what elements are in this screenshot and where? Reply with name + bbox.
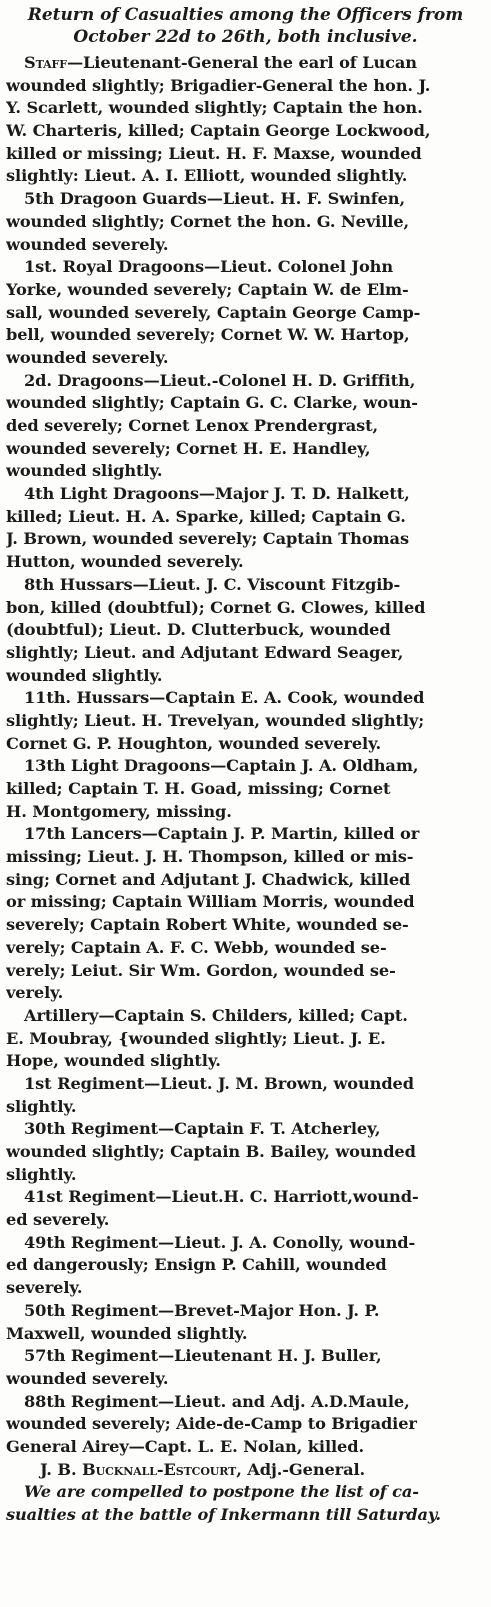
text-line: wounded severely. (6, 234, 169, 254)
text-line: Artillery—Captain S. Childers, killed; Capt. (24, 1005, 408, 1025)
text-line: severely; Captain Robert White, wounded se- (6, 915, 409, 935)
text-line: wounded severely; Cornet H. E. Handley, (6, 438, 371, 458)
text-line: verely. (6, 983, 64, 1003)
text-line: Yorke, wounded severely; Captain W. de Elm- (6, 279, 409, 299)
text-line: slightly. (6, 1164, 77, 1184)
text-line: sall, wounded severely, Captain George Camp- (6, 302, 421, 322)
text-fragment: —Lieutenant-General the earl of Lucan (66, 53, 417, 72)
text-line: 1st Regiment—Lieut. J. M. Brown, wounded (24, 1073, 414, 1093)
text-line: General Airey—Capt. L. E. Nolan, killed. (6, 1436, 365, 1456)
text-line: slightly. (6, 1096, 77, 1116)
text-line: killed; Lieut. H. A. Sparke, killed; Captain G. (6, 506, 406, 526)
text-line: wounded severely. (6, 347, 169, 367)
text-line: 88th Regiment—Lieut. and Adj. A.D.Maule, (24, 1391, 410, 1411)
text-line: ded severely; Cornet Lenox Prendergrast, (6, 416, 379, 435)
text-line: 49th Regiment—Lieut. J. A. Conolly, wound- (24, 1232, 416, 1252)
text-line: slightly: Lieut. A. I. Elliott, wounded slightly. (6, 166, 408, 186)
casualty-list (6, 52, 486, 1527)
text-line: verely; Leiut. Sir Wm. Gordon, wounded se- (6, 960, 396, 980)
text-line: wounded slightly; Captain G. C. Clarke, woun- (6, 393, 418, 413)
text-line: 50th Regiment—Brevet-Major Hon. J. P. (24, 1300, 380, 1320)
text-line: E. Moubray, {wounded slightly; Lieut. J. E. (6, 1028, 386, 1048)
text-line: W. Charteris, killed; Captain George Lockwood, (6, 121, 431, 141)
article-title (0, 4, 491, 48)
text-line: 5th Dragoon Guards—Lieut. H. F. Swinfen, (24, 189, 406, 209)
text-line: H. Montgomery, missing. (6, 801, 232, 821)
text-line: or missing; Captain William Morris, wounded (6, 892, 415, 912)
text-line: 57th Regiment—Lieutenant H. J. Buller, (24, 1346, 382, 1366)
text-line: 17th Lancers—Captain J. P. Martin, killed or (24, 824, 420, 844)
text-line: bell, wounded severely; Cornet W. W. Hartop, (6, 325, 410, 345)
text-line: missing; Lieut. J. H. Thompson, killed or mis- (6, 847, 414, 867)
text-line: ed severely. (6, 1210, 110, 1230)
text-line: wounded slightly; Brigadier-General the hon. J. (6, 75, 431, 95)
closing-note-line: We are compelled to postpone the list of ca- (24, 1482, 419, 1502)
text-line: Hope, wounded slightly. (6, 1051, 221, 1071)
text-line: Maxwell, wounded slightly. (6, 1323, 248, 1343)
text-line: 1st. Royal Dragoons—Lieut. Colonel John (24, 257, 394, 277)
signature-title: Adj.-General. (241, 1459, 366, 1479)
text-line: Hutton, wounded severely. (6, 552, 244, 572)
title-line: October 22d to 26th, both inclusive. (73, 27, 418, 47)
text-line: wounded severely. (6, 1368, 169, 1388)
text-line: wounded slightly; Captain B. Bailey, wounded (6, 1142, 416, 1161)
signature-line (6, 1459, 486, 1482)
text-line: 30th Regiment—Captain F. T. Atcherley, (24, 1119, 381, 1139)
text-line: severely. (6, 1278, 83, 1298)
text-line: wounded severely; Aide-de-Camp to Brigadier (6, 1414, 417, 1434)
text-line: Cornet G. P. Houghton, wounded severely. (6, 733, 382, 753)
text-line: 4th Light Dragoons—Major J. T. D. Halkett, (24, 484, 410, 504)
text-line: 2d. Dragoons—Lieut.-Colonel H. D. Griffith, (24, 370, 416, 390)
text-line: wounded slightly. (6, 461, 163, 481)
text-line: verely; Captain A. F. C. Webb, wounded se- (6, 937, 387, 957)
text-line: killed or missing; Lieut. H. F. Maxse, wounded (6, 143, 422, 163)
text-line: killed; Captain T. H. Goad, missing; Cornet (6, 779, 391, 798)
text-line: bon, killed (doubtful); Cornet G. Clowes, killed (6, 597, 426, 617)
text-line: Y. Scarlett, wounded slightly; Captain the hon. (6, 98, 423, 118)
signature-name: J. B. Bucknall-Estcourt, (40, 1459, 242, 1479)
text-line: slightly; Lieut. H. Trevelyan, wounded slightly; (6, 710, 425, 730)
text-line: J. Brown, wounded severely; Captain Thomas (6, 529, 409, 549)
text-line: (doubtful); Lieut. D. Clutterbuck, wounded (6, 620, 391, 640)
text-line: sing; Cornet and Adjutant J. Chadwick, killed (6, 869, 411, 889)
title-line: Return of Casualties among the Officers from (27, 5, 464, 25)
text-line: 13th Light Dragoons—Captain J. A. Oldham, (24, 756, 419, 776)
staff-label: Staff (24, 53, 67, 72)
text-line: wounded slightly; Cornet the hon. G. Neville, (6, 211, 410, 231)
text-line: 11th. Hussars—Captain E. A. Cook, wounded (24, 688, 425, 708)
text-line: ed dangerously; Ensign P. Cahill, wounded (6, 1255, 387, 1275)
text-line (6, 52, 486, 75)
text-line: 41st Regiment—Lieut.H. C. Harriott,wound- (24, 1187, 419, 1207)
text-line: wounded slightly. (6, 665, 163, 685)
closing-note-line: sualties at the battle of Inkermann till Saturday. (6, 1505, 441, 1524)
text-line: 8th Hussars—Lieut. J. C. Viscount Fitzgib- (24, 574, 401, 594)
text-line: slightly; Lieut. and Adjutant Edward Seager, (6, 642, 404, 662)
